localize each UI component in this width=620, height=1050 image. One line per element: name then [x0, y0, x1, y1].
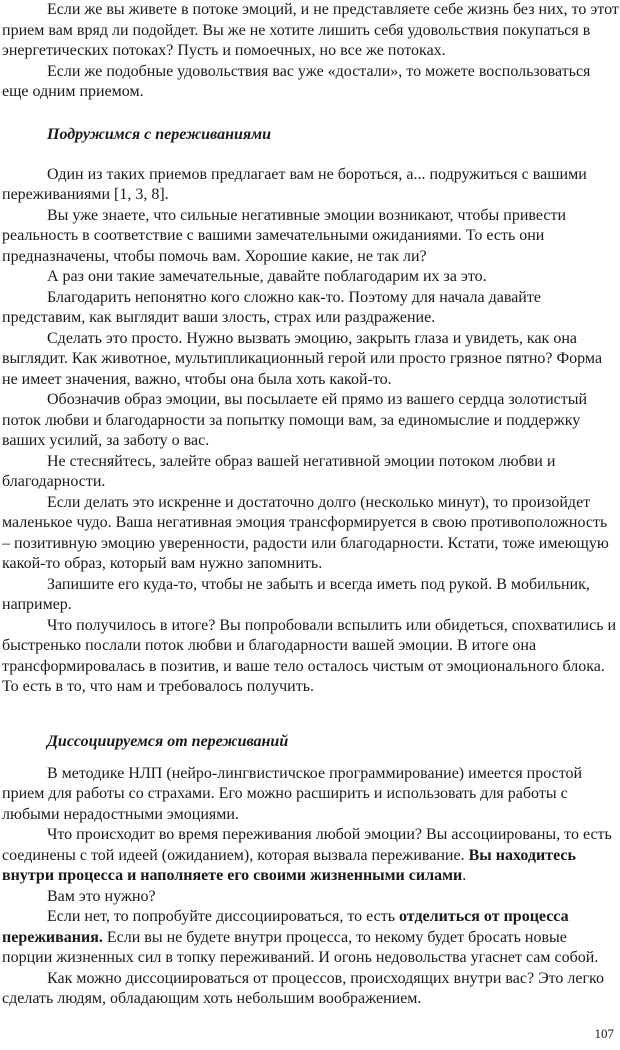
text-run: Если вы не будете внутри процесса, то некому будет бросать новые порции жизненных сил в топку переживаний. И огонь недовольства угаснет сам собой.	[2, 928, 599, 966]
paragraph	[2, 907, 619, 969]
page-number: 107	[594, 1025, 614, 1041]
paragraph: Вы уже знаете, что сильные негативные эмоции возникают, чтобы привести реальность в соответствие с вашими замечательными ожиданиями. То есть они предназначены, чтобы помочь вам. Хорошие какие, не так ли?	[2, 206, 567, 265]
paragraph: Вам это нужно?	[47, 887, 156, 905]
paragraph: Что получилось в итоге? Вы попробовали вспылить или обидеться, спохватились и быстренько послали поток любви и благодарности вашей эмоции. В итоге она трансформировалась в позитив, и ваше тело осталось чистым от эмоционального блока. То есть в то, что нам и требовалось получить.	[2, 616, 617, 695]
bold-run: отделиться от процесса переживания.	[2, 908, 569, 946]
section-heading: Диссоциируемся от переживаний	[47, 732, 289, 750]
paragraph: Запишите его куда-то, чтобы не забыть и всегда иметь под рукой. В мобильник, например.	[2, 575, 590, 613]
paragraph: А раз они такие замечательные, давайте поблагодарим их за это.	[47, 268, 487, 285]
section2-body	[2, 764, 619, 1010]
paragraph: Как можно диссоциироваться от процессов, происходящих внутри вас? Это легко сделать людям, обладающим хоть небольшим воображением.	[2, 969, 605, 1007]
paragraph: Если же подобные удовольствия вас уже «достали», то можете воспользоваться еще одним приемом.	[2, 62, 591, 100]
text-run: .	[462, 867, 467, 884]
section1-body	[2, 165, 619, 698]
bold-run: Вы находитесь внутри процесса и наполняете его своими жизненными силами	[2, 846, 576, 884]
text-run: Что происходит во время переживания любой эмоции? Вы ассоциированы, то есть соединены с той идеей (ожиданием), которая вызвала переживание.	[2, 826, 612, 864]
paragraph: В методике НЛП (нейро-лингвистичское программирование) имеется простой прием для работы со страхами. Его можно расширить и использовать для работы с любыми нерадостными эмоциями.	[2, 764, 583, 823]
section-heading: Подружимся с переживаниями	[47, 125, 271, 143]
paragraph: Обозначив образ эмоции, вы посылаете ей прямо из вашего сердца золотистый поток любви и благодарности за попытку помощи вам, за единомыслие и поддержку ваших усилий, за заботу о вас.	[2, 391, 588, 449]
paragraph: Не стесняйтесь, залейте образ вашей негативной эмоции потоком любви и благодарности.	[2, 452, 556, 490]
paragraph: Если делать это искренне и достаточно долго (несколько минут), то произойдет маленькое чудо. Ваша негативная эмоция трансформируется в свою противоположность – позитивную эмоцию уверенности, радости или благодарности. Кстати, тоже имеющую какой-то образ, который вам нужно запомнить.	[2, 493, 609, 572]
intro-text	[2, 0, 619, 103]
paragraph: Благодарить непонятно кого сложно как-то. Поэтому для начала давайте представим, как выглядит ваши злость, страх или раздражение.	[2, 288, 541, 326]
text-run: Если нет, то попробуйте диссоциироваться, то есть	[47, 908, 400, 925]
paragraph: Если же вы живете в потоке эмоций, и не представляете себе жизнь без них, то этот прием вам вряд ли подойдет. Вы же не хотите лишить себя удовольствия покупаться в энергетических потоках? Пусть и помоечных, но все же потоках.	[2, 1, 619, 59]
paragraph	[2, 825, 619, 887]
paragraph: Сделать это просто. Нужно вызвать эмоцию, закрыть глаза и увидеть, как она выглядит. Как животное, мультипликационный герой или просто грязное пятно? Форма не имеет значения, важно, чтобы она была хоть какой-то.	[2, 329, 603, 388]
paragraph: Один из таких приемов предлагает вам не бороться, а... подружиться с вашими переживаниями [1, 3, 8].	[2, 165, 587, 203]
